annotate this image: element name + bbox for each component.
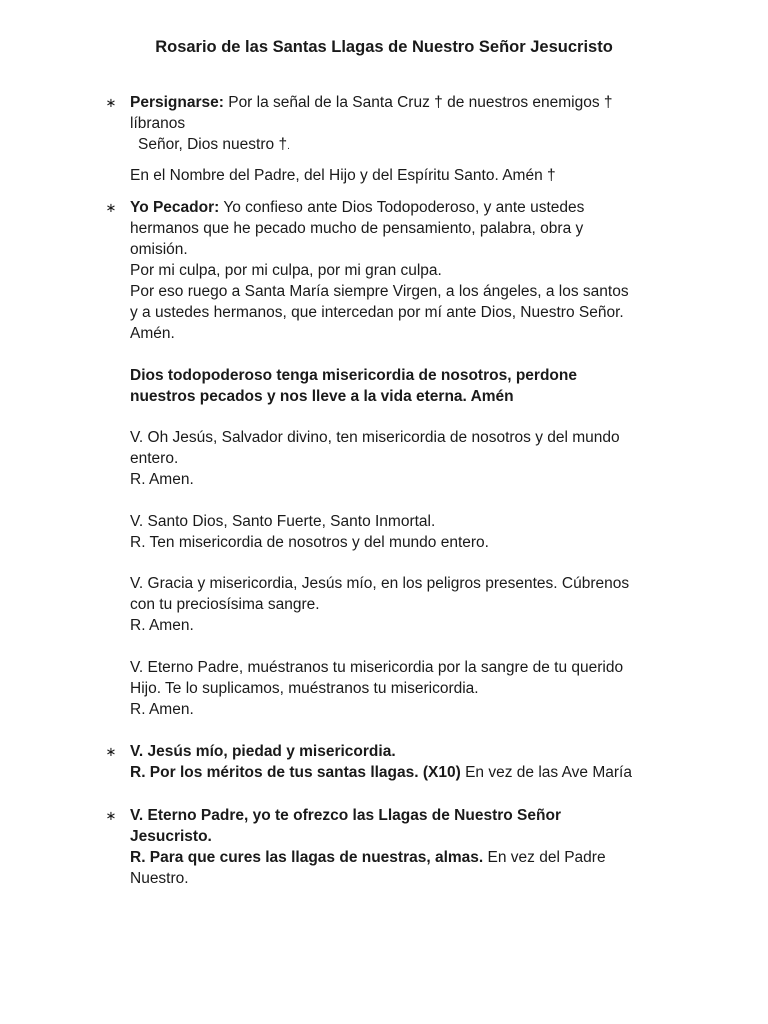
jesus-mio-line-2 — [130, 762, 670, 783]
jesus-mio-note: En vez de las Ave María — [460, 764, 632, 781]
yo-pecador-line-6: y a ustedes hermanos, que intercedan por mí ante Dios, Nuestro Señor. — [130, 304, 624, 321]
bullet-eterno-padre: ∗ — [105, 808, 117, 823]
section-oracion-1 — [130, 427, 670, 490]
eterno-padre-line-2: Jesucristo. — [130, 828, 212, 845]
persignarse-line-1 — [130, 92, 670, 113]
persignarse-line-3-end: . — [287, 141, 290, 152]
section-jesus-mio — [130, 741, 670, 783]
bullet-persignarse: ∗ — [105, 95, 117, 110]
oracion-4-line-2: Hijo. Te lo suplicamos, muéstranos tu misericordia. — [130, 680, 479, 697]
yo-pecador-label: Yo Pecador: — [130, 199, 220, 216]
oracion-1-line-1: V. Oh Jesús, Salvador divino, ten misericordia de nosotros y del mundo — [130, 429, 620, 446]
oracion-4-line-1: V. Eterno Padre, muéstranos tu misericordia por la sangre de tu querido — [130, 659, 624, 676]
eterno-padre-line-3 — [130, 847, 670, 868]
oracion-3-line-3: R. Amen. — [130, 617, 194, 634]
section-yo-pecador — [130, 197, 670, 344]
oracion-1-line-2: entero. — [130, 450, 179, 467]
bullet-yo-pecador: ∗ — [105, 200, 117, 215]
jesus-mio-line-1: V. Jesús mío, piedad y misericordia. — [130, 743, 396, 760]
persignarse-line-2: líbranos — [130, 115, 186, 132]
yo-pecador-line-5: Por eso ruego a Santa María siempre Virgen, a los ángeles, a los santos — [130, 283, 629, 300]
yo-pecador-text-1: Yo confieso ante Dios Todopoderoso, y ante ustedes — [219, 199, 585, 216]
section-oracion-2 — [130, 511, 670, 553]
yo-pecador-line-3: omisión. — [130, 241, 188, 258]
section-persignarse — [130, 92, 670, 157]
oracion-2-line-1: V. Santo Dios, Santo Fuerte, Santo Inmortal. — [130, 513, 436, 530]
dios-todopoderoso-line-2: nuestros pecados y nos lleve a la vida eterna. Amén — [130, 388, 514, 405]
section-oracion-4 — [130, 657, 670, 720]
oracion-1-line-3: R. Amen. — [130, 471, 194, 488]
eterno-padre-line-1: V. Eterno Padre, yo te ofrezco las Llagas de Nuestro Señor — [130, 807, 561, 824]
persignarse-label: Persignarse: — [130, 94, 224, 111]
eterno-padre-line-4: Nuestro. — [130, 870, 189, 887]
yo-pecador-line-4: Por mi culpa, por mi culpa, por mi gran culpa. — [130, 262, 442, 279]
dios-todopoderoso-line-1: Dios todopoderoso tenga misericordia de nosotros, perdone — [130, 367, 577, 384]
yo-pecador-line-2: hermanos que he pecado mucho de pensamiento, palabra, obra y — [130, 220, 584, 237]
section-oracion-3 — [130, 573, 670, 636]
persignarse-line-3 — [130, 134, 670, 157]
section-eterno-padre — [130, 805, 670, 889]
bullet-jesus-mio: ∗ — [105, 744, 117, 759]
page-title: Rosario de las Santas Llagas de Nuestro Señor Jesucristo — [155, 38, 613, 56]
yo-pecador-line-7: Amén. — [130, 325, 175, 342]
persignarse-line-3-text: Señor, Dios nuestro † — [138, 136, 288, 153]
oracion-2-line-2: R. Ten misericordia de nosotros y del mundo entero. — [130, 534, 489, 551]
yo-pecador-line-1 — [130, 197, 670, 218]
oracion-4-line-3: R. Amen. — [130, 701, 194, 718]
oracion-3-line-1: V. Gracia y misericordia, Jesús mío, en los peligros presentes. Cúbrenos — [130, 575, 630, 592]
oracion-3-line-2: con tu preciosísima sangre. — [130, 596, 320, 613]
jesus-mio-response: R. Por los méritos de tus santas llagas. (X10) — [130, 764, 461, 781]
eterno-padre-response: R. Para que cures las llagas de nuestras, almas. — [130, 849, 484, 866]
section-dios-todopoderoso — [130, 365, 670, 407]
eterno-padre-note: En vez del Padre — [483, 849, 606, 866]
persignarse-text-1: Por la señal de la Santa Cruz † de nuestros enemigos † — [223, 94, 613, 111]
persignarse-line-4: En el Nombre del Padre, del Hijo y del Espíritu Santo. Amén † — [130, 167, 556, 184]
